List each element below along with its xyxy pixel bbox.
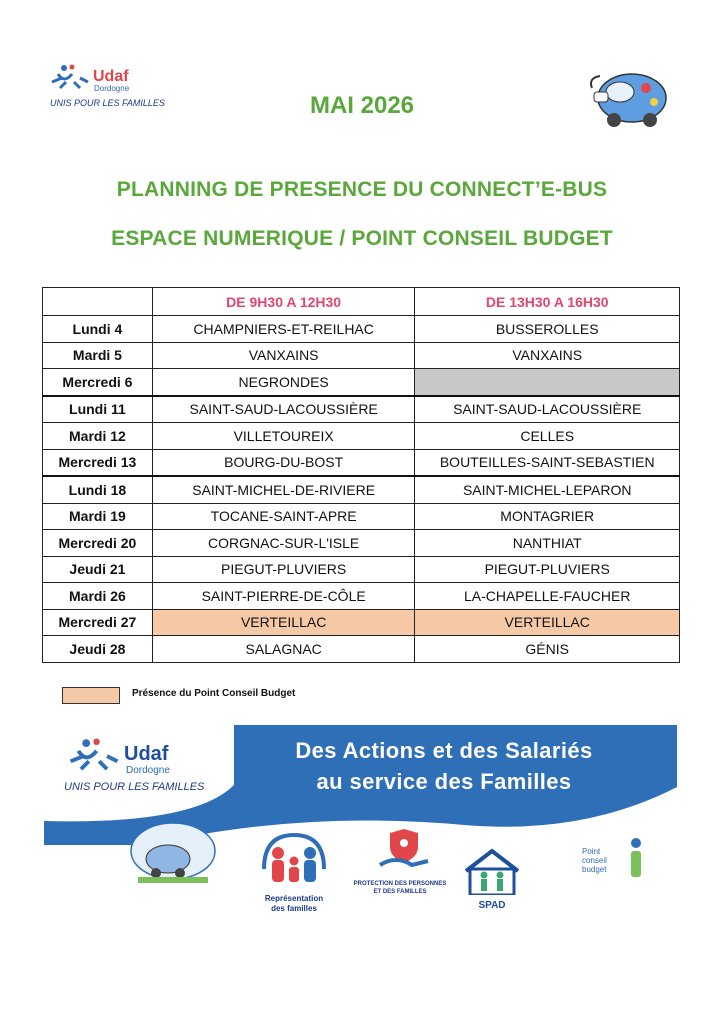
afternoon-cell: PIEGUT-PLUVIERS <box>415 556 680 583</box>
table-row <box>43 530 680 557</box>
table-row <box>43 396 680 423</box>
representation-label-1: Représentation <box>264 894 324 903</box>
spad-block <box>462 847 522 909</box>
morning-cell: SAINT-SAUD-LACOUSSIÈRE <box>152 396 415 423</box>
protection-hand-icon <box>352 825 448 875</box>
pcb-label-1: Point <box>582 847 601 856</box>
afternoon-cell: MONTAGRIER <box>415 503 680 530</box>
day-cell: Mardi 5 <box>43 342 153 369</box>
afternoon-cell: BUSSEROLLES <box>415 316 680 343</box>
day-cell: Mardi 19 <box>43 503 153 530</box>
legend-swatch <box>62 687 120 704</box>
banner-title-line2: au service des Familles <box>316 769 572 794</box>
morning-cell: TOCANE-SAINT-APRE <box>152 503 415 530</box>
schedule-table <box>42 287 680 663</box>
afternoon-cell-pcb: VERTEILLAC <box>415 609 680 636</box>
family-representation-icon <box>256 829 332 889</box>
representation-label-2: des familles <box>271 904 317 913</box>
morning-cell: VANXAINS <box>152 342 415 369</box>
service-heading: ESPACE NUMERIQUE / POINT CONSEIL BUDGET <box>111 227 613 250</box>
morning-cell: PIEGUT-PLUVIERS <box>152 556 415 583</box>
morning-cell: SALAGNAC <box>152 636 415 663</box>
afternoon-cell: NANTHIAT <box>415 530 680 557</box>
day-cell: Mercredi 20 <box>43 530 153 557</box>
planning-heading: PLANNING DE PRESENCE DU CONNECT’E-BUS <box>116 178 608 201</box>
table-row <box>43 556 680 583</box>
banner-brand: Udaf <box>124 743 169 765</box>
morning-cell: VILLETOUREIX <box>152 423 415 450</box>
morning-cell: NEGRONDES <box>152 369 415 396</box>
day-cell: Lundi 18 <box>43 476 153 503</box>
afternoon-cell: CELLES <box>415 423 680 450</box>
spad-house-icon <box>462 847 522 895</box>
logo-brand: Udaf <box>93 68 129 85</box>
protection-label-1: PROTECTION DES PERSONNES <box>353 881 447 887</box>
afternoon-cell: SAINT-SAUD-LACOUSSIÈRE <box>415 396 680 423</box>
logo-sub: Dordogne <box>94 84 130 93</box>
afternoon-cell: VANXAINS <box>415 342 680 369</box>
day-cell: Jeudi 21 <box>43 556 153 583</box>
header-morning: DE 9H30 A 12H30 <box>152 288 415 316</box>
table-row <box>43 609 680 636</box>
pcb-label-3: budget <box>582 865 607 874</box>
logo-tagline: UNIS POUR LES FAMILLES <box>50 98 165 108</box>
table-row <box>43 476 680 503</box>
morning-cell: SAINT-PIERRE-DE-CÔLE <box>152 583 415 610</box>
afternoon-cell: SAINT-MICHEL-LEPARON <box>415 476 680 503</box>
month-title: MAI 2026 <box>309 92 415 119</box>
legend-text: Présence du Point Conseil Budget <box>132 688 296 699</box>
protection-block <box>352 825 448 896</box>
banner-sub: Dordogne <box>126 765 170 776</box>
day-cell: Mercredi 6 <box>43 369 153 396</box>
morning-cell: CHAMPNIERS-ET-REILHAC <box>152 316 415 343</box>
banner-title-line1: Des Actions et des Salariés <box>295 738 593 763</box>
banner-title <box>224 735 664 797</box>
representation-block <box>256 829 332 914</box>
udaf-banner <box>44 725 677 917</box>
day-cell: Lundi 11 <box>43 396 153 423</box>
table-row <box>43 342 680 369</box>
day-cell: Mardi 26 <box>43 583 153 610</box>
connect-e-bus-circle-icon <box>128 821 218 887</box>
header-afternoon: DE 13H30 A 16H30 <box>415 288 680 316</box>
pcb-label-2: conseil <box>582 856 607 865</box>
day-cell: Lundi 4 <box>43 316 153 343</box>
morning-cell: SAINT-MICHEL-DE-RIVIERE <box>152 476 415 503</box>
table-header-row <box>43 288 680 316</box>
day-cell: Jeudi 28 <box>43 636 153 663</box>
afternoon-cell-empty <box>415 369 680 396</box>
day-cell: Mercredi 13 <box>43 449 153 476</box>
day-cell: Mardi 12 <box>43 423 153 450</box>
afternoon-cell: GÉNIS <box>415 636 680 663</box>
table-row <box>43 449 680 476</box>
morning-cell: BOURG-DU-BOST <box>152 449 415 476</box>
table-row <box>43 636 680 663</box>
afternoon-cell: BOUTEILLES-SAINT-SEBASTIEN <box>415 449 680 476</box>
spad-label: SPAD <box>478 900 506 911</box>
morning-cell-pcb: VERTEILLAC <box>152 609 415 636</box>
morning-cell: CORGNAC-SUR-L'ISLE <box>152 530 415 557</box>
udaf-family-icon <box>68 737 120 783</box>
table-row <box>43 503 680 530</box>
table-row <box>43 316 680 343</box>
header-blank <box>43 288 153 316</box>
day-cell: Mercredi 27 <box>43 609 153 636</box>
banner-logo <box>48 725 218 820</box>
afternoon-cell: LA-CHAPELLE-FAUCHER <box>415 583 680 610</box>
banner-tagline: UNIS POUR LES FAMILLES <box>64 781 205 793</box>
table-row <box>43 423 680 450</box>
table-row <box>43 369 680 396</box>
protection-label-2: ET DES FAMILLES <box>373 889 427 895</box>
table-row <box>43 583 680 610</box>
